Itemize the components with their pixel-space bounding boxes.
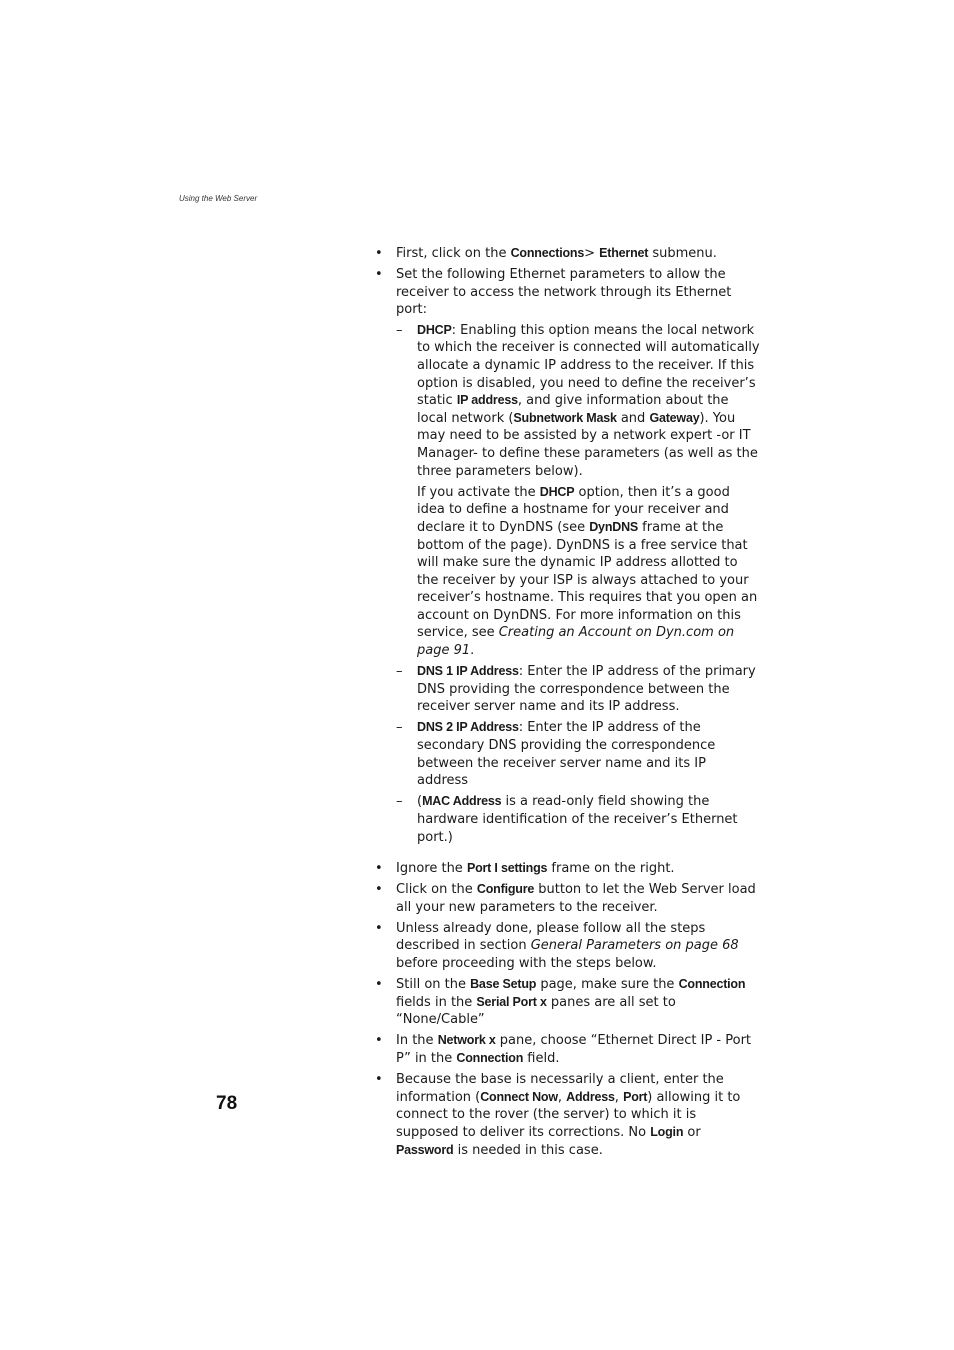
cross-reference-dyn-account: Creating an Account on Dyn.com on page 91 — [417, 625, 735, 659]
ui-term-network-x: Network x — [437, 1033, 496, 1048]
text: , and give information about the local network ( — [417, 393, 729, 426]
ui-term-mac-address: MAC Address — [422, 794, 502, 809]
ethernet-parameter-list — [396, 322, 760, 846]
ui-term-ip-address: IP address — [456, 393, 518, 408]
ui-term-configure: Configure — [476, 882, 535, 897]
ui-term-dns1-ip-address: DNS 1 IP Address — [417, 664, 519, 679]
ui-term-port-i-settings: Port I settings — [466, 861, 548, 876]
ui-term-connection: Connection — [456, 1051, 524, 1066]
text: , — [557, 1089, 567, 1105]
text: Because the base is necessarily a client, enter the information ( — [396, 1072, 724, 1105]
text: Ignore the — [396, 861, 467, 877]
text: Unless already done, please follow all the steps described in section — [396, 920, 706, 954]
ui-term-password: Password — [396, 1142, 454, 1157]
ui-term-dhcp: DHCP — [417, 322, 452, 337]
text: option, then it’s a good idea to define a hostname for your receiver and declare it to DynDNS (see — [417, 484, 730, 535]
list-item-client-info — [375, 1071, 760, 1159]
ui-term-subnetwork-mask: Subnetwork Mask — [513, 410, 617, 425]
text: Click on the — [396, 882, 477, 898]
ui-term-port: Port — [623, 1089, 648, 1104]
ui-term-dyndns: DynDNS — [589, 519, 639, 534]
text: submenu. — [648, 246, 717, 261]
text: If you activate the — [417, 484, 540, 500]
list-item-ignore-port-settings — [375, 860, 760, 878]
text: ( — [417, 794, 423, 810]
sub-item-dns1 — [396, 663, 760, 716]
text: pane, choose “Ethernet Direct IP - Port P” in the — [396, 1033, 752, 1067]
list-item-ethernet-parameters — [375, 266, 760, 846]
ui-term-connections: Connections — [510, 246, 585, 260]
ui-term-serial-port-x: Serial Port x — [476, 994, 547, 1009]
sub-item-dhcp — [396, 322, 760, 660]
ui-term-login: Login — [650, 1124, 684, 1139]
text: Set the following Ethernet parameters to allow the receiver to access the network through its Ethernet port: — [396, 267, 732, 318]
ui-term-connection: Connection — [678, 977, 746, 992]
text: , — [614, 1089, 624, 1105]
ui-term-connect-now: Connect Now — [480, 1089, 558, 1104]
sub-item-mac-address — [396, 793, 760, 846]
text: First, click on the — [396, 246, 511, 261]
text: > — [584, 246, 600, 261]
text: page, make sure the — [536, 977, 679, 993]
text: : Enter the IP address of the primary DNS providing the correspondence between the receiver server name and its IP address. — [417, 664, 756, 715]
text: button to let the Web Server load all your new parameters to the receiver. — [396, 882, 756, 915]
text: . — [470, 643, 475, 659]
list-item-connections-menu — [375, 245, 760, 263]
text: frame on the right. — [547, 861, 675, 877]
sub-item-dns2 — [396, 719, 760, 789]
text: frame at the bottom of the page). DynDNS is a free service that will make sure the dynamic IP address allotted to the receiver by your ISP is always attached to your receiver’s hostname. This requires that you open an account on DynDNS. For more information on this service, see — [417, 519, 758, 641]
ui-term-ethernet: Ethernet — [599, 246, 649, 260]
dhcp-dyndns-paragraph — [417, 484, 760, 660]
running-head: Using the Web Server — [179, 194, 258, 203]
list-item-network-pane — [375, 1032, 760, 1067]
text: Still on the — [396, 977, 471, 993]
main-content — [375, 245, 760, 1163]
text: panes are all set to “None/Cable” — [396, 994, 676, 1028]
ui-term-base-setup: Base Setup — [470, 977, 537, 992]
text: is needed in this case. — [453, 1142, 603, 1158]
text: before proceeding with the steps below. — [396, 956, 657, 972]
page-number: 78 — [216, 1093, 238, 1114]
ui-term-dns2-ip-address: DNS 2 IP Address — [417, 720, 519, 735]
list-item-base-setup — [375, 976, 760, 1029]
text: : Enabling this option means the local network to which the receiver is connected will automatically allocate a dynamic IP address to the receiver. If this option is disabled, you need to define the receiver’s static — [417, 322, 760, 409]
ui-term-address: Address — [566, 1089, 615, 1104]
ui-term-dhcp: DHCP — [539, 484, 575, 499]
text: ). You may need to be assisted by a network expert -or IT Manager- to define these parameters (as well as the three parameters below). — [417, 410, 758, 479]
list-item-configure — [375, 881, 760, 916]
cross-reference-general-parameters: General Parameters on page 68 — [530, 938, 739, 954]
text: and — [616, 410, 650, 426]
text: field. — [523, 1051, 560, 1067]
text: ) allowing it to connect to the rover (the server) to which it is supposed to deliver its corrections. No — [396, 1089, 741, 1140]
ui-term-gateway: Gateway — [649, 410, 700, 425]
text: fields in the — [396, 994, 477, 1010]
text: or — [683, 1124, 701, 1140]
list-item-general-parameters — [375, 920, 760, 973]
text: is a read-only field showing the hardware identification of the receiver’s Ethernet port.) — [417, 794, 738, 845]
text: : Enter the IP address of the secondary DNS providing the correspondence between the receiver server name and its IP address — [417, 720, 716, 789]
text: In the — [396, 1033, 438, 1049]
